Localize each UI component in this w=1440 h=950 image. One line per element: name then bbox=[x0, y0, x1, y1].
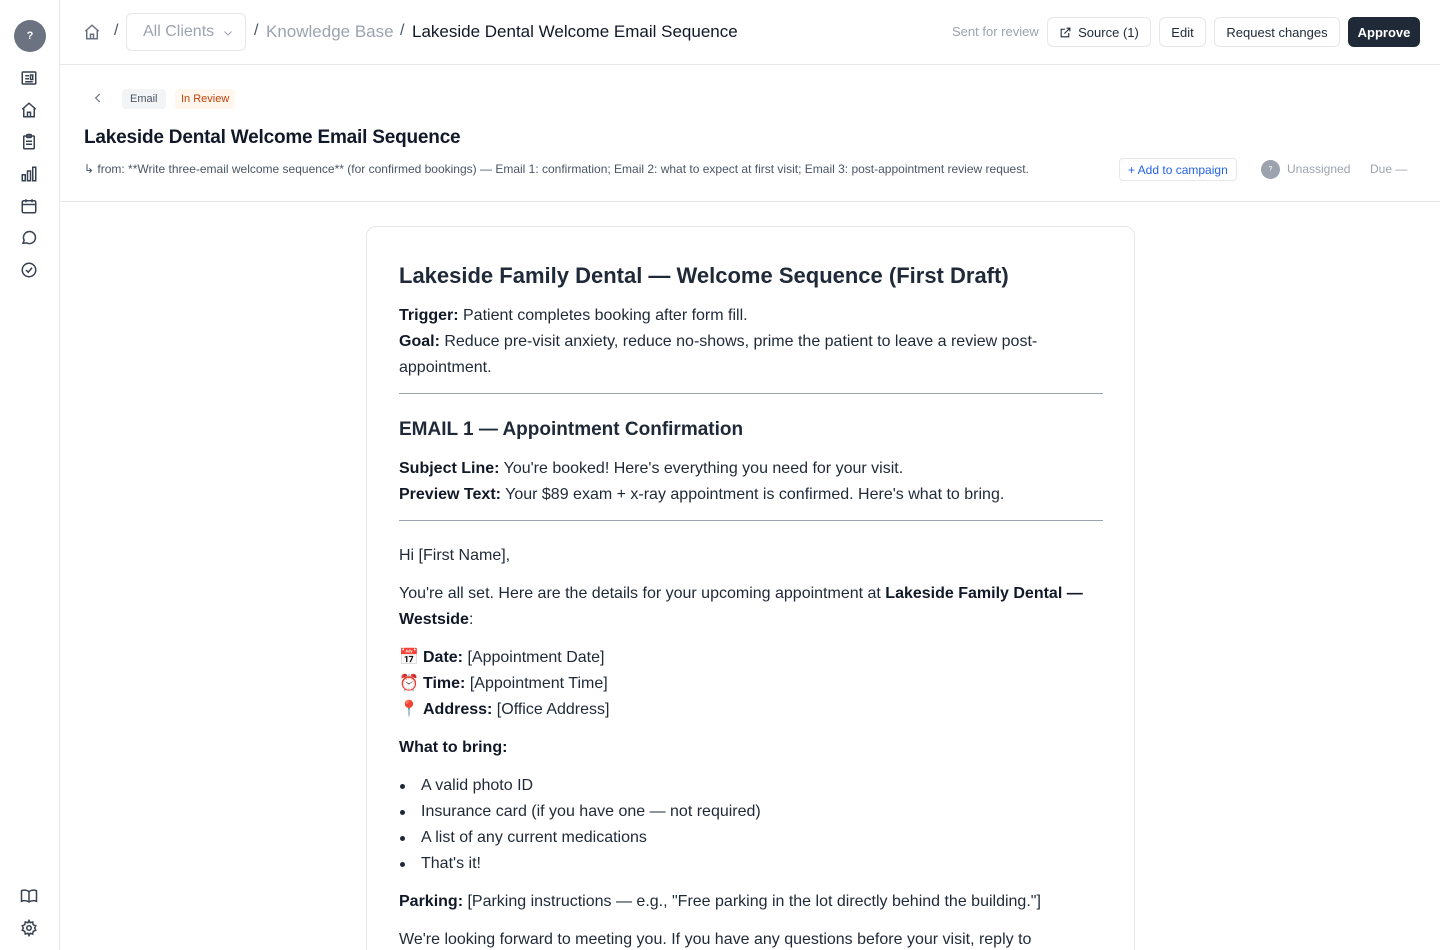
bring-heading-text: What to bring: bbox=[399, 739, 508, 756]
news-icon[interactable] bbox=[19, 68, 39, 88]
clipboard-icon[interactable] bbox=[19, 132, 39, 152]
address-line bbox=[399, 697, 1103, 723]
breadcrumb-separator: / bbox=[114, 22, 119, 39]
approve-button[interactable]: Approve bbox=[1348, 17, 1420, 47]
goal-text: Reduce pre-visit anxiety, reduce no-shows, prime the patient to leave a review post-appointment. bbox=[399, 333, 1038, 376]
check-circle-icon[interactable] bbox=[19, 260, 39, 280]
time-line bbox=[399, 671, 1103, 697]
breadcrumb-separator: / bbox=[400, 22, 405, 39]
subject-label: Subject Line: bbox=[399, 460, 500, 477]
trigger-line bbox=[399, 303, 1103, 329]
gear-icon[interactable] bbox=[19, 918, 39, 938]
goal-line bbox=[399, 329, 1103, 381]
closing-paragraph: We're looking forward to meeting you. If you have any questions before your visit, reply to bbox=[399, 931, 1032, 948]
chevron-down-icon bbox=[222, 26, 234, 38]
top-bar bbox=[60, 0, 1440, 65]
chat-icon[interactable] bbox=[19, 228, 39, 248]
goal-label: Goal: bbox=[399, 333, 440, 350]
time-text: [Appointment Time] bbox=[465, 675, 608, 692]
source-task-line: ↳ from: **Write three-email welcome sequence** (for confirmed bookings) — Email 1: confirmation; Email 2: what to expect at first visit; Email 3: post-appointment review request. bbox=[84, 162, 1029, 176]
external-link-icon bbox=[1059, 26, 1072, 39]
breadcrumb-home-icon[interactable] bbox=[83, 23, 101, 41]
book-icon[interactable] bbox=[19, 886, 39, 906]
bring-heading bbox=[399, 735, 1103, 761]
parking-label: Parking: bbox=[399, 893, 464, 910]
parking-text: [Parking instructions — e.g., "Free parking in the lot directly behind the building."] bbox=[463, 893, 1041, 910]
preview-line bbox=[399, 482, 1103, 508]
status-badge: In Review bbox=[175, 89, 235, 109]
time-label: Time: bbox=[423, 675, 466, 692]
user-avatar[interactable]: ? bbox=[14, 20, 46, 52]
list-item: A list of any current medications bbox=[399, 825, 1103, 851]
greeting: Hi [First Name], bbox=[399, 547, 511, 564]
intro-paragraph bbox=[399, 581, 1103, 633]
review-status-text: Sent for review bbox=[952, 24, 1039, 39]
client-select[interactable] bbox=[126, 13, 246, 51]
section-divider bbox=[399, 520, 1103, 521]
intro-bold: Lakeside Family Dental — Westside bbox=[399, 585, 1083, 628]
chart-icon[interactable] bbox=[19, 164, 39, 184]
back-chevron-icon[interactable] bbox=[91, 91, 105, 105]
home-icon[interactable] bbox=[19, 100, 39, 120]
date-line bbox=[399, 645, 1103, 671]
document-title: Lakeside Family Dental — Welcome Sequence (First Draft) bbox=[399, 263, 1009, 288]
pin-icon: 📍 bbox=[399, 701, 419, 718]
breadcrumb-separator: / bbox=[254, 22, 259, 39]
trigger-text: Patient completes booking after form fill. bbox=[458, 307, 748, 324]
intro-text: You're all set. Here are the details for your upcoming appointment at bbox=[399, 585, 886, 602]
source-button-label: Source (1) bbox=[1078, 24, 1139, 40]
client-select-value: All Clients bbox=[143, 23, 215, 40]
address-text: [Office Address] bbox=[492, 701, 610, 718]
type-badge: Email bbox=[122, 89, 166, 109]
document-card bbox=[366, 226, 1135, 950]
subject-text: You're booked! Here's everything you need for your visit. bbox=[499, 460, 904, 477]
sidebar bbox=[0, 0, 60, 950]
address-label: Address: bbox=[423, 701, 493, 718]
assignee-label[interactable]: Unassigned bbox=[1287, 162, 1351, 176]
preview-text: Your $89 exam + x-ray appointment is confirmed. Here's what to bring. bbox=[500, 486, 1005, 503]
alarm-clock-icon: ⏰ bbox=[399, 675, 419, 692]
parking-line bbox=[399, 889, 1103, 915]
intro-end: : bbox=[468, 611, 474, 628]
email1-heading: EMAIL 1 — Appointment Confirmation bbox=[399, 419, 744, 440]
breadcrumb-current: Lakeside Dental Welcome Email Sequence bbox=[412, 22, 738, 41]
edit-button[interactable]: Edit bbox=[1159, 17, 1206, 47]
assignee-avatar[interactable]: ? bbox=[1261, 160, 1280, 179]
subject-line bbox=[399, 456, 1103, 482]
list-item: A valid photo ID bbox=[399, 773, 1103, 799]
list-item: Insurance card (if you have one — not required) bbox=[399, 799, 1103, 825]
breadcrumb-knowledge-base[interactable]: Knowledge Base bbox=[266, 22, 394, 41]
calendar-emoji-icon: 📅 bbox=[399, 649, 419, 666]
due-date-label[interactable]: Due — bbox=[1370, 162, 1408, 176]
date-text: [Appointment Date] bbox=[463, 649, 605, 666]
trigger-label: Trigger: bbox=[399, 307, 459, 324]
source-button[interactable] bbox=[1047, 17, 1151, 47]
list-item: That's it! bbox=[399, 851, 1103, 877]
date-label: Date: bbox=[423, 649, 464, 666]
add-to-campaign-button[interactable]: + Add to campaign bbox=[1119, 158, 1237, 181]
page-title: Lakeside Dental Welcome Email Sequence bbox=[84, 127, 461, 148]
content-header bbox=[60, 65, 1440, 202]
request-changes-button[interactable]: Request changes bbox=[1214, 17, 1340, 47]
preview-label: Preview Text: bbox=[399, 486, 501, 503]
calendar-icon[interactable] bbox=[19, 196, 39, 216]
section-divider bbox=[399, 393, 1103, 394]
